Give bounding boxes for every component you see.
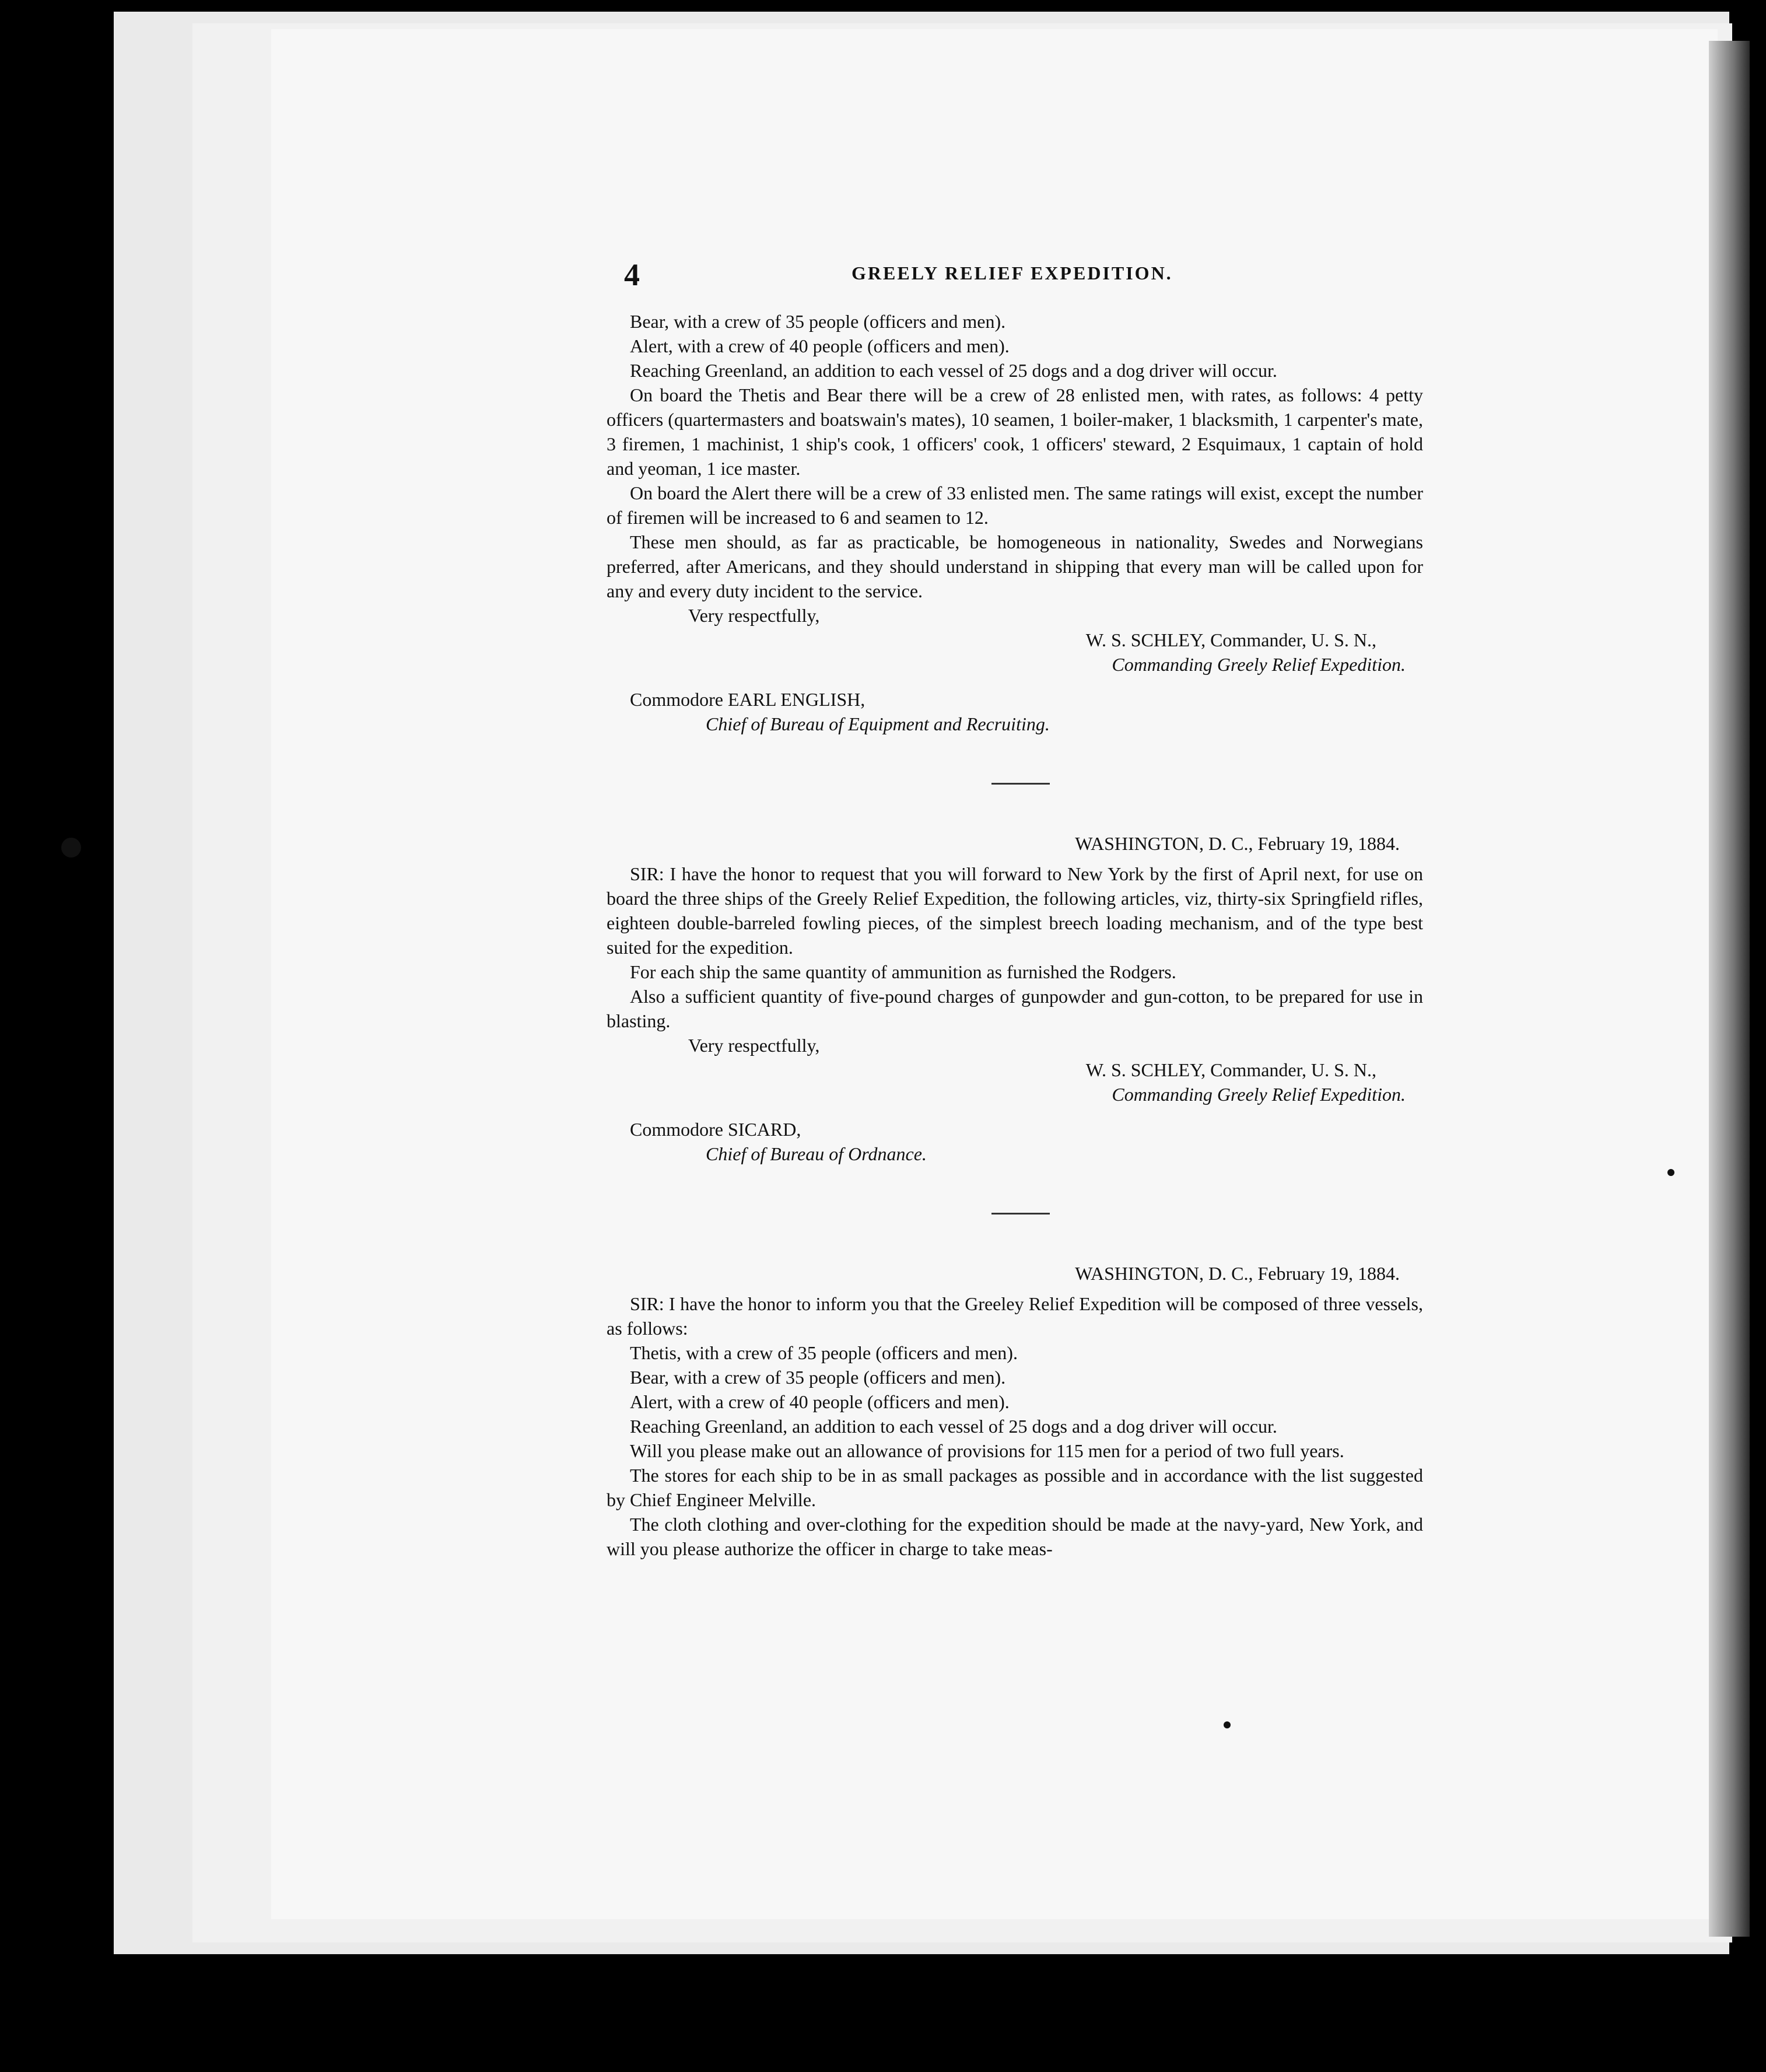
addressee: Commodore SICARD, bbox=[630, 1119, 801, 1140]
section-divider bbox=[991, 1213, 1050, 1214]
dateline: WASHINGTON, D. C., February 19, 1884. bbox=[1075, 833, 1400, 854]
page-number: 4 bbox=[624, 257, 640, 292]
paragraph: Alert, with a crew of 40 people (officers and men). bbox=[630, 1391, 1010, 1412]
paragraph: Will you please make out an allowance of provisions for 115 men for a period of two full years. bbox=[630, 1440, 1344, 1461]
paragraph: The stores for each ship to be in as small packages as possible and in accordance with the list suggested by Chief Engineer Melville. bbox=[607, 1465, 1423, 1510]
section-divider bbox=[991, 783, 1050, 785]
paragraph: Reaching Greenland, an addition to each vessel of 25 dogs and a dog driver will occur. bbox=[630, 1416, 1277, 1437]
dateline: WASHINGTON, D. C., February 19, 1884. bbox=[1075, 1263, 1400, 1284]
closing: Very respectfully, bbox=[688, 605, 820, 626]
signature-title: Commanding Greely Relief Expedition. bbox=[1112, 1084, 1406, 1105]
paragraph: Bear, with a crew of 35 people (officers and men). bbox=[630, 1367, 1006, 1388]
paragraph: Bear, with a crew of 35 people (officers and men). bbox=[630, 311, 1006, 332]
signature-title: Commanding Greely Relief Expedition. bbox=[1112, 654, 1406, 675]
speck-bottom bbox=[1224, 1721, 1231, 1728]
addressee-title: Chief of Bureau of Ordnance. bbox=[706, 1143, 927, 1164]
page-edge-shadow bbox=[1709, 41, 1750, 1937]
page-header bbox=[607, 245, 1423, 309]
letter-1 bbox=[607, 309, 1423, 736]
addressee: Commodore EARL ENGLISH, bbox=[630, 689, 866, 710]
paragraph: The cloth clothing and over-clothing for the expedition should be made at the navy-yard, New York, and will you please authorize the officer in charge to take meas- bbox=[607, 1514, 1423, 1559]
paragraph: Thetis, with a crew of 35 people (officers and men). bbox=[630, 1342, 1018, 1363]
paragraph: Also a sufficient quantity of five-pound charges of gunpowder and gun-cotton, to be prepared for use in blasting. bbox=[607, 986, 1423, 1031]
speck-right bbox=[1667, 1169, 1674, 1176]
paragraph: SIR: I have the honor to request that you will forward to New York by the first of April next, for use on board the three ships of the Greely Relief Expedition, the following articles, viz, thirty-six Springfield rifles, eighteen double-barreled fowling pieces, of the simplest breech loading mechanism, and of the type best suited for the expedition. bbox=[607, 863, 1423, 958]
paragraph: For each ship the same quantity of ammunition as furnished the Rodgers. bbox=[630, 961, 1176, 982]
signature: W. S. SCHLEY, Commander, U. S. N., bbox=[1085, 1059, 1376, 1080]
closing: Very respectfully, bbox=[688, 1035, 820, 1056]
paragraph: Alert, with a crew of 40 people (officers and men). bbox=[630, 335, 1010, 356]
signature: W. S. SCHLEY, Commander, U. S. N., bbox=[1085, 629, 1376, 650]
letter-3 bbox=[607, 1261, 1423, 1561]
speck-left bbox=[61, 838, 81, 858]
running-head: GREELY RELIEF EXPEDITION. bbox=[852, 262, 1173, 284]
addressee-title: Chief of Bureau of Equipment and Recruiting. bbox=[706, 713, 1050, 734]
document-page bbox=[607, 245, 1423, 1561]
paragraph: These men should, as far as practicable, be homogeneous in nationality, Swedes and Norwegians preferred, after Americans, and they should understand in shipping that every man will be called upon for any and every duty incident to the service. bbox=[607, 531, 1423, 601]
paragraph: On board the Alert there will be a crew of 33 enlisted men. The same ratings will exist, except the number of firemen will be increased to 6 and seamen to 12. bbox=[607, 482, 1423, 528]
letter-2 bbox=[607, 831, 1423, 1166]
paragraph: On board the Thetis and Bear there will be a crew of 28 enlisted men, with rates, as follows: 4 petty officers (quartermasters and boatswain's mates), 10 seamen, 1 boiler-maker, 1 blacksmith, 1 carpenter's mate, 3 firemen, 1 machinist, 1 ship's cook, 1 officers' cook, 1 officers' steward, 2 Esquimaux, 1 captain of hold and yeoman, 1 ice master. bbox=[607, 384, 1423, 479]
paragraph: Reaching Greenland, an addition to each vessel of 25 dogs and a dog driver will occur. bbox=[630, 360, 1277, 381]
paragraph: SIR: I have the honor to inform you that the Greeley Relief Expedition will be composed of three vessels, as follows: bbox=[607, 1293, 1423, 1339]
